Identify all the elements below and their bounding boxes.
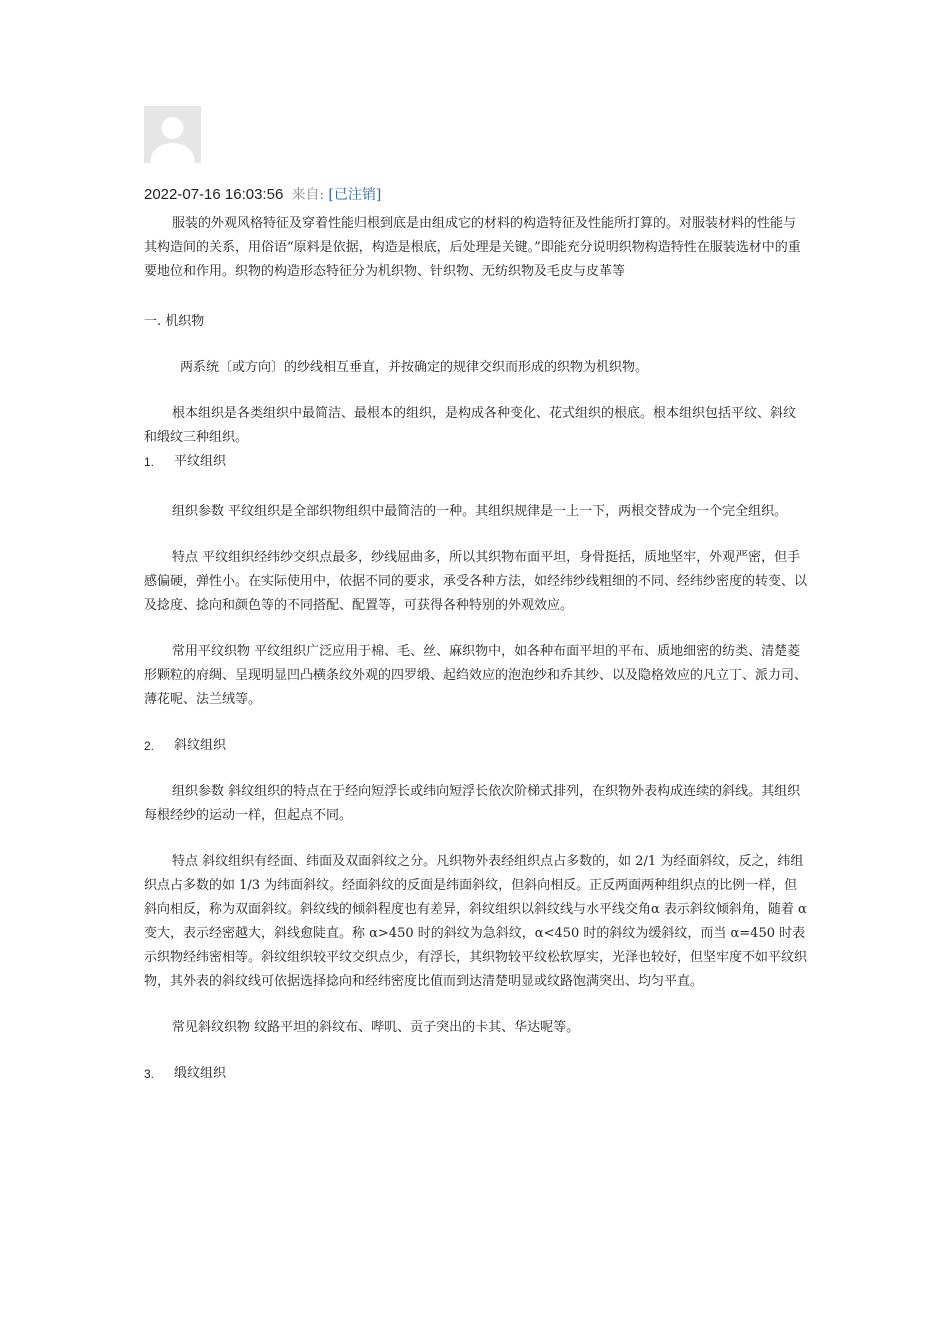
plain-params: 组织参数 平纹组织是全部织物组织中最简洁的一种。其组织规律是一上一下，两根交替成为一个完全组织。	[172, 504, 788, 519]
from-label: 来自:	[291, 187, 325, 203]
section-heading-woven: 一. 机织物	[144, 314, 205, 329]
twill-common: 常见斜纹织物 纹路平坦的斜纹布、哔叽、贡子突出的卡其、华达呢等。	[172, 1020, 580, 1035]
intro-paragraph: 服装的外观风格特征及穿着性能归根到底是由组成它的材料的构造特征及性能所打算的。对服装材料的性能与其构造间的关系，用俗语“原料是依据，构造是根底，后处理是关键。”即能充分说明织物构造特性在服装选材中的重要地位和作用。织物的构造形态特征分为机织物、针织物、无纺织物及毛皮与皮革等	[144, 216, 801, 279]
list-number: 1.	[144, 455, 155, 469]
twill-heading	[144, 734, 808, 758]
twill-features: 特点 斜纹组织有经面、纬面及双面斜纹之分。凡织物外表经组织点占多数的，如 2/1 为经面斜纹，反之，纬组织点占多数的如 1/3 为纬面斜纹。经面斜纹的反面是纬面斜纹，但斜向相反。正反两面两种组织点的比例一样，但斜向相反，称为双面斜纹。斜纹线的倾斜程度也有差异，斜纹组织以斜纹线与水平线交角α 表示斜纹倾斜角，随着 α 变大，表示经密越大，斜线愈陡直。称 α>450 时的斜纹为急斜纹，α<450 时的斜纹为缓斜纹，而当 α=450 时表示织物经纬密相等。斜纹组织较平纹交织点少，有浮长，其织物较平纹松软厚实，光泽也较好，但坚牢度不如平纹织物，其外表的斜纹线可依据选择捻向和经纬密度比值而到达清楚明显或纹路饱满突出、均匀平直。	[144, 854, 808, 989]
plain-weave-heading	[144, 450, 808, 474]
post-meta	[144, 184, 381, 204]
list-number: 2.	[144, 739, 155, 753]
satin-heading	[144, 1062, 808, 1086]
list-number: 3.	[144, 1067, 155, 1081]
avatar[interactable]	[144, 106, 201, 163]
author-link[interactable]: [已注销]	[328, 187, 382, 203]
list-title: 缎纹组织	[174, 1066, 227, 1081]
plain-common: 常用平纹织物 平纹组织广泛应用于棉、毛、丝、麻织物中，如各种布面平坦的平布、质地细密的纺类、清楚菱形颗粒的府绸、呈现明显凹凸横条纹外观的四罗缎、起绉效应的泡泡纱和乔其纱、以及隐格效应的凡立丁、派力司、薄花呢、法兰绒等。	[144, 644, 808, 707]
list-title: 平纹组织	[174, 454, 227, 469]
post-datetime: 2022-07-16 16:03:56	[144, 186, 284, 203]
list-title: 斜纹组织	[174, 738, 227, 753]
basic-weave-paragraph: 根本组织是各类组织中最简洁、最根本的组织，是构成各种变化、花式组织的根底。根本组织包括平纹、斜纹和缎纹三种组织。	[144, 406, 797, 445]
woven-definition: 两系统〔或方向〕的纱线相互垂直，并按确定的规律交织而形成的织物为机织物。	[180, 360, 649, 375]
plain-features: 特点 平纹组织经纬纱交织点最多，纱线屈曲多，所以其织物布面平坦，身骨挺括，质地坚牢，外观严密，但手感偏硬，弹性小。在实际使用中，依据不同的要求，承受各种方法，如经纬纱线粗细的不同、经纬纱密度的转变、以及捻度、捻向和颜色等的不同搭配、配置等，可获得各种特别的外观效应。	[144, 550, 808, 613]
article-body	[144, 212, 808, 1086]
user-avatar-icon	[144, 106, 201, 163]
twill-params: 组织参数 斜纹组织的特点在于经向短浮长或纬向短浮长依次阶梯式排列，在织物外表构成连续的斜线。其组织每根经纱的运动一样，但起点不同。	[144, 784, 801, 823]
